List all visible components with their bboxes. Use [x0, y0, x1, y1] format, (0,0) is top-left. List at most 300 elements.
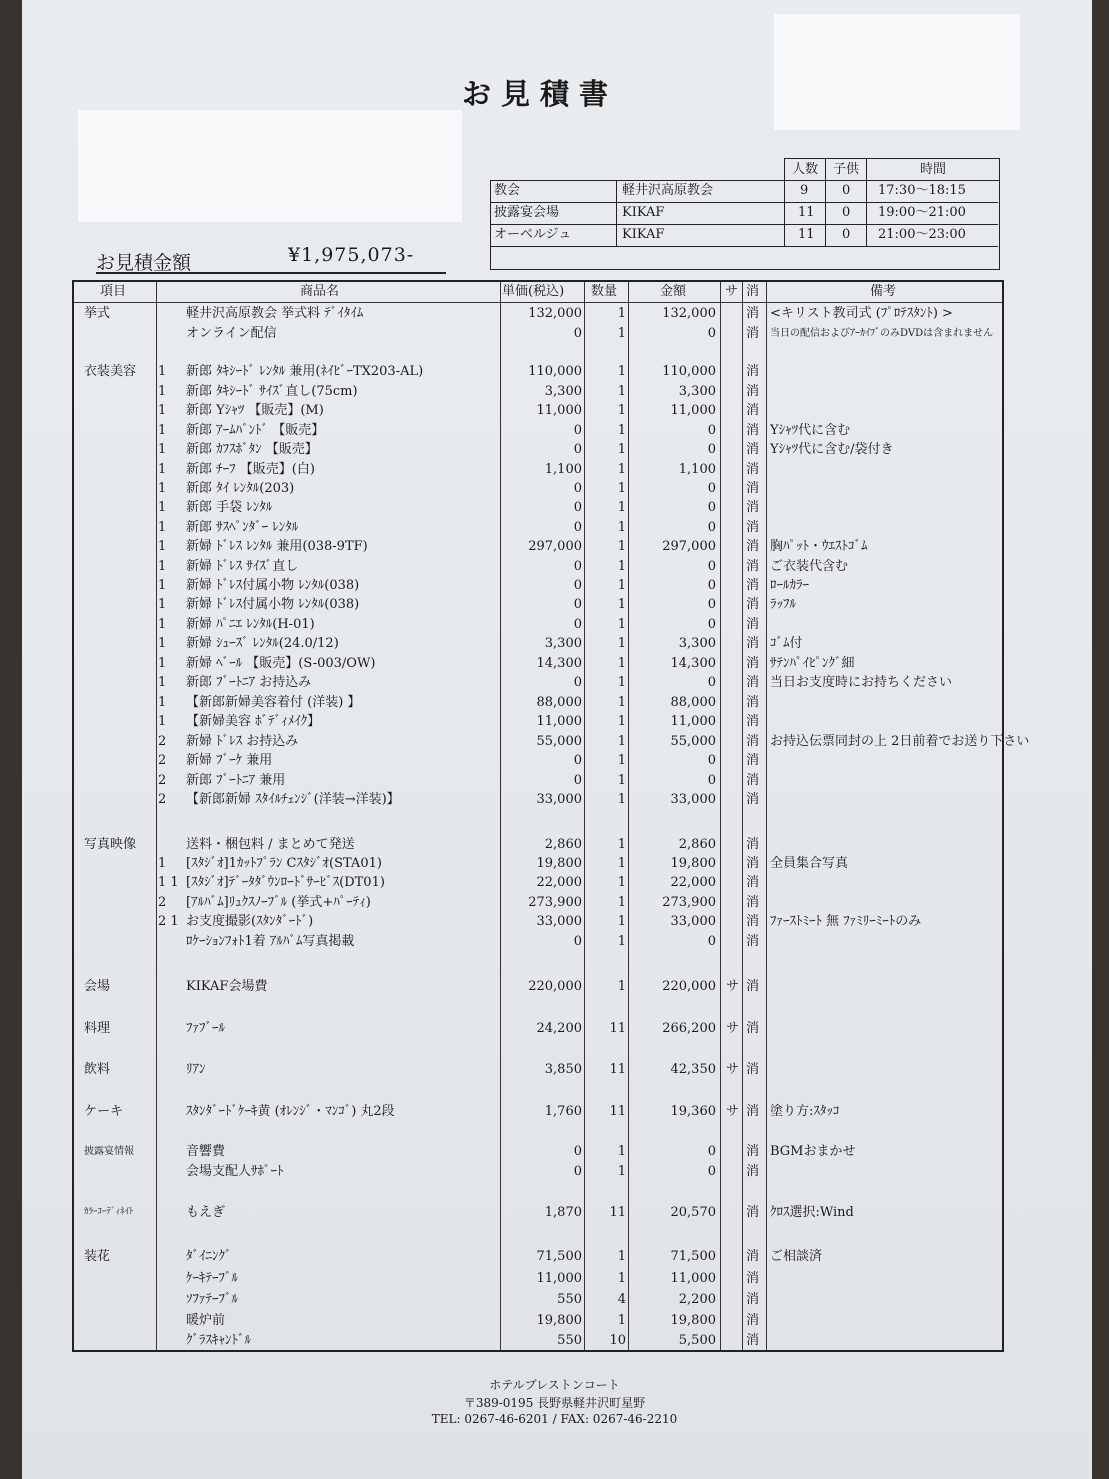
row-tax: 消	[746, 656, 760, 671]
row-tax: 消	[746, 979, 760, 994]
row-unit-price: 0	[573, 559, 582, 574]
row-item-name: KIKAF会場費	[186, 979, 268, 994]
table-row	[74, 790, 1002, 809]
row-qty: 1	[617, 1249, 626, 1264]
row-note: ｻﾃﾝﾊﾟｲﾋﾟﾝｸﾞ細	[770, 656, 855, 671]
row-group-no: 1	[158, 500, 167, 515]
table-row	[74, 912, 1002, 931]
row-amount: 3,300	[678, 384, 716, 399]
row-item-name: 新婦 ﾌﾞｰｹ 兼用	[186, 753, 273, 768]
row-amount: 33,000	[670, 792, 716, 807]
row-tax: 消	[746, 636, 760, 651]
header-tax: 消	[746, 284, 760, 299]
table-row	[74, 1019, 1002, 1038]
row-tax: 消	[746, 675, 760, 690]
row-tax: 消	[746, 1062, 760, 1077]
row-group-no: 1	[158, 617, 167, 632]
row-qty: 11	[609, 1062, 626, 1077]
row-group-no: 1	[158, 675, 167, 690]
table-row	[74, 615, 1002, 634]
row-unit-price: 3,300	[544, 384, 582, 399]
schedule-time: 21:00〜23:00	[878, 227, 966, 242]
row-unit-price: 0	[573, 675, 582, 690]
row-amount: 1,100	[678, 462, 716, 477]
table-row	[74, 712, 1002, 731]
row-tax: 消	[746, 364, 760, 379]
row-group-no: 1	[158, 656, 167, 671]
row-qty: 1	[617, 636, 626, 651]
row-note: お持込伝票同封の上 2日前着でお送り下さい	[770, 734, 1030, 749]
row-qty: 1	[617, 914, 626, 929]
row-tax: 消	[746, 934, 760, 949]
row-qty: 1	[617, 856, 626, 871]
row-tax: 消	[746, 1021, 760, 1036]
row-group-no: 2	[158, 792, 167, 807]
row-group-no: 2	[158, 734, 167, 749]
row-group-no: 1	[158, 520, 167, 535]
row-tax: 消	[746, 1292, 760, 1307]
row-item-name: 新郎 ﾀｷｼｰﾄﾞ ﾚﾝﾀﾙ 兼用(ﾈｲﾋﾞｰTX203-AL)	[186, 364, 424, 379]
row-item-name: 音響費	[186, 1144, 226, 1159]
row-note: <キリスト教司式 (ﾌﾟﾛﾃｽﾀﾝﾄ) >	[770, 306, 953, 321]
row-unit-price: 24,200	[536, 1021, 582, 1036]
row-item-name: 新郎 ｶﾌｽﾎﾞﾀﾝ 【販売】	[186, 442, 318, 457]
row-group-no: 2	[158, 753, 167, 768]
table-row	[74, 576, 1002, 595]
row-qty: 1	[617, 1144, 626, 1159]
schedule-time: 17:30〜18:15	[878, 183, 966, 198]
row-amount: 0	[707, 326, 716, 341]
row-qty: 1	[617, 837, 626, 852]
row-group-no: 1	[158, 559, 167, 574]
row-group-no: 1	[158, 636, 167, 651]
document-title: お見積書	[462, 77, 619, 111]
row-qty: 1	[617, 597, 626, 612]
row-amount: 42,350	[670, 1062, 716, 1077]
redacted-area	[774, 14, 1020, 130]
header-unit-price: 単価(税込)	[502, 284, 565, 299]
table-row	[74, 382, 1002, 401]
row-unit-price: 1,870	[544, 1205, 582, 1220]
row-unit-price: 220,000	[528, 979, 582, 994]
row-tax: 消	[746, 753, 760, 768]
row-group-no: 1	[158, 384, 167, 399]
row-tax: 消	[746, 695, 760, 710]
row-item-name: 新郎 ﾌﾞｰﾄﾆｱ 兼用	[186, 773, 286, 788]
row-tax: 消	[746, 384, 760, 399]
row-tax: 消	[746, 837, 760, 852]
row-unit-price: 297,000	[528, 539, 582, 554]
row-amount: 11,000	[670, 714, 716, 729]
row-qty: 10	[609, 1333, 626, 1348]
row-tax: 消	[746, 895, 760, 910]
table-row	[74, 1247, 1002, 1266]
header-amount: 金額	[660, 284, 687, 299]
row-tax: 消	[746, 520, 760, 535]
row-amount: 0	[707, 559, 716, 574]
schedule-type: 教会	[494, 183, 521, 198]
schedule-children: 0	[842, 183, 851, 198]
row-amount: 0	[707, 423, 716, 438]
row-amount: 11,000	[670, 403, 716, 418]
row-item-name: お支度撮影(ｽﾀﾝﾀﾞｰﾄﾞ)	[186, 914, 314, 929]
redacted-area	[78, 110, 462, 222]
row-unit-price: 14,300	[536, 656, 582, 671]
row-qty: 1	[617, 384, 626, 399]
row-item-name: 新婦 ﾊﾟﾆｴ ﾚﾝﾀﾙ(H-01)	[186, 617, 315, 632]
row-tax: 消	[746, 403, 760, 418]
table-row	[74, 1290, 1002, 1309]
row-group-no: 1	[158, 364, 167, 379]
row-amount: 19,800	[670, 856, 716, 871]
row-category: 会場	[84, 979, 111, 994]
row-item-name: ｹｰｷﾃｰﾌﾞﾙ	[186, 1271, 238, 1286]
schedule-venue: KIKAF	[622, 205, 665, 220]
table-row	[74, 654, 1002, 673]
row-tax: 消	[746, 539, 760, 554]
row-tax: 消	[746, 1249, 760, 1264]
row-note: 胸ﾊﾟｯﾄ・ｳｴｽﾄｺﾞﾑ	[770, 539, 868, 554]
row-category: ｶﾗｰｺｰﾃﾞｨﾈｲﾄ	[84, 1207, 134, 1217]
row-group-no: 1	[158, 481, 167, 496]
table-row	[74, 440, 1002, 459]
row-service: サ	[726, 979, 740, 994]
table-row	[74, 401, 1002, 420]
row-category: ケーキ	[84, 1104, 124, 1119]
table-row	[74, 771, 1002, 790]
row-item-name: 会場支配人ｻﾎﾟｰﾄ	[186, 1164, 284, 1179]
table-row	[74, 537, 1002, 556]
row-qty: 1	[617, 1313, 626, 1328]
row-note: Yｼｬﾂ代に含む/袋付き	[770, 442, 894, 457]
row-tax: 消	[746, 734, 760, 749]
row-amount: 0	[707, 1164, 716, 1179]
row-amount: 0	[707, 442, 716, 457]
row-unit-price: 0	[573, 597, 582, 612]
row-item-name: 新郎 手袋 ﾚﾝﾀﾙ	[186, 500, 273, 515]
row-qty: 1	[617, 773, 626, 788]
row-qty: 1	[617, 403, 626, 418]
row-qty: 1	[617, 364, 626, 379]
row-group-no: 1	[158, 462, 167, 477]
row-qty: 1	[617, 753, 626, 768]
row-item-name: ﾛｹｰｼｮﾝﾌｫﾄ1着 ｱﾙﾊﾞﾑ写真掲載	[186, 934, 355, 949]
row-category: 装花	[84, 1249, 111, 1264]
row-group-no: 1	[158, 856, 167, 871]
row-amount: 11,000	[670, 1271, 716, 1286]
table-row	[74, 1162, 1002, 1181]
row-group-no: 2	[158, 895, 167, 910]
row-amount: 220,000	[662, 979, 716, 994]
row-amount: 0	[707, 578, 716, 593]
row-amount: 0	[707, 675, 716, 690]
row-tax: 消	[746, 1333, 760, 1348]
table-row	[74, 873, 1002, 892]
row-unit-price: 3,850	[544, 1062, 582, 1077]
row-unit-price: 88,000	[536, 695, 582, 710]
row-tax: 消	[746, 423, 760, 438]
row-item-name: 新郎 Yｼｬﾂ 【販売】(M)	[186, 403, 324, 418]
row-tax: 消	[746, 792, 760, 807]
row-tax: 消	[746, 1144, 760, 1159]
footer-address: 〒389-0195 長野県軽井沢町星野	[463, 1396, 646, 1410]
row-unit-price: 0	[573, 1144, 582, 1159]
table-row	[74, 1142, 1002, 1161]
schedule-header-children: 子供	[825, 158, 867, 181]
table-row	[74, 498, 1002, 517]
row-amount: 2,860	[678, 837, 716, 852]
row-group-no: 2 1	[158, 914, 179, 929]
row-tax: 消	[746, 875, 760, 890]
row-amount: 2,200	[678, 1292, 716, 1307]
table-row	[74, 1311, 1002, 1330]
row-unit-price: 0	[573, 500, 582, 515]
row-unit-price: 11,000	[536, 1271, 582, 1286]
row-qty: 1	[617, 423, 626, 438]
row-unit-price: 11,000	[536, 403, 582, 418]
row-category: 衣装美容	[84, 364, 137, 379]
row-tax: 消	[746, 462, 760, 477]
row-note: ﾛｰﾙｶﾗｰ	[770, 578, 809, 593]
schedule-venue: 軽井沢高原教会	[622, 183, 714, 198]
row-qty: 1	[617, 559, 626, 574]
row-amount: 5,500	[678, 1333, 716, 1348]
row-item-name: 【新婦美容 ﾎﾞﾃﾞｨﾒｲｸ】	[186, 714, 321, 729]
table-row	[74, 634, 1002, 653]
schedule-venue: KIKAF	[622, 227, 665, 242]
header-note: 備考	[870, 284, 897, 299]
row-qty: 1	[617, 875, 626, 890]
table-row	[74, 595, 1002, 614]
row-qty: 11	[609, 1021, 626, 1036]
row-unit-price: 0	[573, 934, 582, 949]
row-amount: 0	[707, 617, 716, 632]
row-amount: 0	[707, 753, 716, 768]
schedule-time: 19:00〜21:00	[878, 205, 966, 220]
row-group-no: 1	[158, 695, 167, 710]
row-tax: 消	[746, 559, 760, 574]
row-item-name: 新郎 ｱｰﾑﾊﾞﾝﾄﾞ 【販売】	[186, 423, 325, 438]
row-qty: 1	[617, 578, 626, 593]
row-amount: 19,800	[670, 1313, 716, 1328]
row-amount: 0	[707, 1144, 716, 1159]
row-unit-price: 19,800	[536, 1313, 582, 1328]
table-row	[74, 304, 1002, 323]
row-unit-price: 2,860	[544, 837, 582, 852]
row-item-name: ﾘｱﾝ	[186, 1062, 206, 1077]
row-item-name: ﾌｧﾌﾞｰﾙ	[186, 1021, 225, 1036]
row-qty: 11	[609, 1205, 626, 1220]
row-tax: 消	[746, 773, 760, 788]
row-unit-price: 1,760	[544, 1104, 582, 1119]
header-item: 商品名	[300, 284, 340, 299]
row-item-name: 新婦 ﾄﾞﾚｽ ﾚﾝﾀﾙ 兼用(038-9TF)	[186, 539, 368, 554]
row-tax: 消	[746, 1313, 760, 1328]
row-item-name: 暖炉前	[186, 1313, 226, 1328]
row-amount: 71,500	[670, 1249, 716, 1264]
header-category: 項目	[100, 284, 127, 299]
row-unit-price: 0	[573, 753, 582, 768]
row-note: BGMおまかせ	[770, 1144, 856, 1159]
row-amount: 266,200	[662, 1021, 716, 1036]
row-item-name: 新郎 ﾁｰﾌ 【販売】(白)	[186, 462, 315, 477]
table-row	[74, 732, 1030, 751]
table-row	[74, 693, 1002, 712]
row-amount: 19,360	[670, 1104, 716, 1119]
row-tax: 消	[746, 442, 760, 457]
row-item-name: ｸﾞﾗｽｷｬﾝﾄﾞﾙ	[186, 1333, 251, 1348]
table-row	[74, 460, 1002, 479]
row-unit-price: 19,800	[536, 856, 582, 871]
row-qty: 1	[617, 481, 626, 496]
row-note: ﾌｧｰｽﾄﾐｰﾄ 無 ﾌｧﾐﾘｰﾐｰﾄのみ	[770, 914, 922, 929]
row-qty: 11	[609, 1104, 626, 1119]
table-row	[74, 854, 1002, 873]
table-row	[74, 518, 1002, 537]
schedule-children: 0	[842, 205, 851, 220]
row-unit-price: 0	[573, 617, 582, 632]
estimate-total	[96, 244, 446, 274]
row-tax: 消	[746, 1104, 760, 1119]
row-category: 挙式	[84, 306, 111, 321]
header-service: サ	[725, 284, 739, 299]
row-group-no: 1	[158, 578, 167, 593]
row-unit-price: 550	[557, 1333, 582, 1348]
row-category: 写真映像	[84, 837, 137, 852]
row-amount: 20,570	[670, 1205, 716, 1220]
row-unit-price: 273,900	[528, 895, 582, 910]
row-item-name: ﾀﾞｲﾆﾝｸﾞ	[186, 1249, 232, 1264]
row-amount: 0	[707, 481, 716, 496]
row-note: ご相談済	[770, 1249, 823, 1264]
row-item-name: [ｽﾀｼﾞｵ]ﾃﾞｰﾀﾀﾞｳﾝﾛｰﾄﾞｻｰﾋﾞｽ(DT01)	[186, 875, 385, 890]
table-row	[74, 977, 1002, 996]
row-service: サ	[726, 1104, 740, 1119]
row-unit-price: 22,000	[536, 875, 582, 890]
row-unit-price: 71,500	[536, 1249, 582, 1264]
row-item-name: 【新郎新婦 ｽﾀｲﾙﾁｪﾝｼﾞ(洋装→洋装)】	[186, 792, 400, 807]
row-amount: 55,000	[670, 734, 716, 749]
estimate-total-label: お見積金額	[96, 252, 192, 274]
row-item-name: 新婦 ﾄﾞﾚｽ付属小物 ﾚﾝﾀﾙ(038)	[186, 597, 360, 612]
row-item-name: 新婦 ﾄﾞﾚｽ ｻｲｽﾞ直し	[186, 559, 299, 574]
row-item-name: オンライン配信	[186, 326, 277, 341]
row-amount: 0	[707, 597, 716, 612]
row-item-name: 新郎 ﾀｷｼｰﾄﾞ ｻｲｽﾞ直し(75cm)	[186, 384, 358, 399]
row-item-name: 新郎 ﾀｲ ﾚﾝﾀﾙ(203)	[186, 481, 295, 496]
schedule-children: 0	[842, 227, 851, 242]
row-group-no: 2	[158, 773, 167, 788]
row-amount: 297,000	[662, 539, 716, 554]
row-group-no: 1 1	[158, 875, 179, 890]
row-qty: 1	[617, 714, 626, 729]
row-amount: 273,900	[662, 895, 716, 910]
table-row	[74, 421, 1002, 440]
row-tax: 消	[746, 500, 760, 515]
row-item-name: 軽井沢高原教会 挙式料 ﾃﾞｲﾀｲﾑ	[186, 306, 364, 321]
row-tax: 消	[746, 306, 760, 321]
row-qty: 1	[617, 934, 626, 949]
row-note: ｺﾞﾑ付	[770, 636, 803, 651]
row-qty: 1	[617, 326, 626, 341]
row-tax: 消	[746, 1205, 760, 1220]
row-qty: 1	[617, 979, 626, 994]
row-item-name: 新婦 ﾄﾞﾚｽ お持込み	[186, 734, 299, 749]
row-item-name: 新郎 ﾌﾞｰﾄﾆｱ お持込み	[186, 675, 312, 690]
row-group-no: 1	[158, 423, 167, 438]
row-item-name: [ｱﾙﾊﾞﾑ]ﾘｭｸｽﾉｰﾌﾞﾙ (挙式+ﾊﾟｰﾃｨ)	[186, 895, 371, 910]
row-tax: 消	[746, 1164, 760, 1179]
row-unit-price: 11,000	[536, 714, 582, 729]
row-note: 当日の配信およびｱｰｶｲﾌﾞのみDVDは含まれません	[770, 328, 994, 339]
schedule-people: 11	[798, 205, 815, 220]
row-tax: 消	[746, 914, 760, 929]
row-amount: 0	[707, 520, 716, 535]
row-amount: 88,000	[670, 695, 716, 710]
row-item-name: ｿﾌｧﾃｰﾌﾞﾙ	[186, 1292, 238, 1307]
row-tax: 消	[746, 578, 760, 593]
row-qty: 1	[617, 520, 626, 535]
row-note: 当日お支度時にお持ちください	[770, 675, 953, 690]
row-unit-price: 0	[573, 1164, 582, 1179]
row-tax: 消	[746, 1271, 760, 1286]
row-tax: 消	[746, 481, 760, 496]
schedule-people: 9	[800, 183, 809, 198]
row-item-name: もえぎ	[186, 1205, 226, 1220]
table-row	[74, 1269, 1002, 1288]
items-table	[72, 280, 1030, 1352]
row-amount: 0	[707, 773, 716, 788]
row-group-no: 1	[158, 714, 167, 729]
row-note: ｸﾛｽ選択:Wind	[770, 1205, 854, 1220]
schedule-type: オーベルジュ	[494, 227, 572, 242]
row-amount: 14,300	[670, 656, 716, 671]
row-service: サ	[726, 1062, 740, 1077]
row-qty: 1	[617, 695, 626, 710]
row-qty: 1	[617, 1164, 626, 1179]
row-item-name: 新婦 ﾍﾞｰﾙ 【販売】(S-003/OW)	[186, 656, 376, 671]
row-unit-price: 0	[573, 423, 582, 438]
header-qty: 数量	[591, 284, 618, 299]
row-note: 全員集合写真	[770, 856, 849, 871]
row-note: ご衣装代含む	[770, 559, 849, 574]
row-unit-price: 33,000	[536, 914, 582, 929]
row-qty: 4	[617, 1292, 626, 1307]
row-qty: 1	[617, 792, 626, 807]
row-note: Yｼｬﾂ代に含む	[770, 423, 851, 438]
row-qty: 1	[617, 895, 626, 910]
row-item-name: 新郎 ｻｽﾍﾟﾝﾀﾞｰ ﾚﾝﾀﾙ	[186, 520, 299, 535]
row-unit-price: 3,300	[544, 636, 582, 651]
schedule-people: 11	[798, 227, 815, 242]
row-amount: 33,000	[670, 914, 716, 929]
row-qty: 1	[617, 539, 626, 554]
row-unit-price: 550	[557, 1292, 582, 1307]
row-amount: 110,000	[662, 364, 716, 379]
row-amount: 3,300	[678, 636, 716, 651]
schedule-type: 披露宴会場	[494, 205, 560, 220]
row-group-no: 1	[158, 539, 167, 554]
row-qty: 1	[617, 306, 626, 321]
row-group-no: 1	[158, 597, 167, 612]
row-item-name: 【新郎新婦美容着付 (洋装) 】	[186, 695, 361, 710]
row-tax: 消	[746, 597, 760, 612]
row-service: サ	[726, 1021, 740, 1036]
row-unit-price: 0	[573, 326, 582, 341]
row-tax: 消	[746, 856, 760, 871]
row-tax: 消	[746, 326, 760, 341]
row-note: 塗り方:ｽﾀｯｺ	[770, 1104, 840, 1119]
